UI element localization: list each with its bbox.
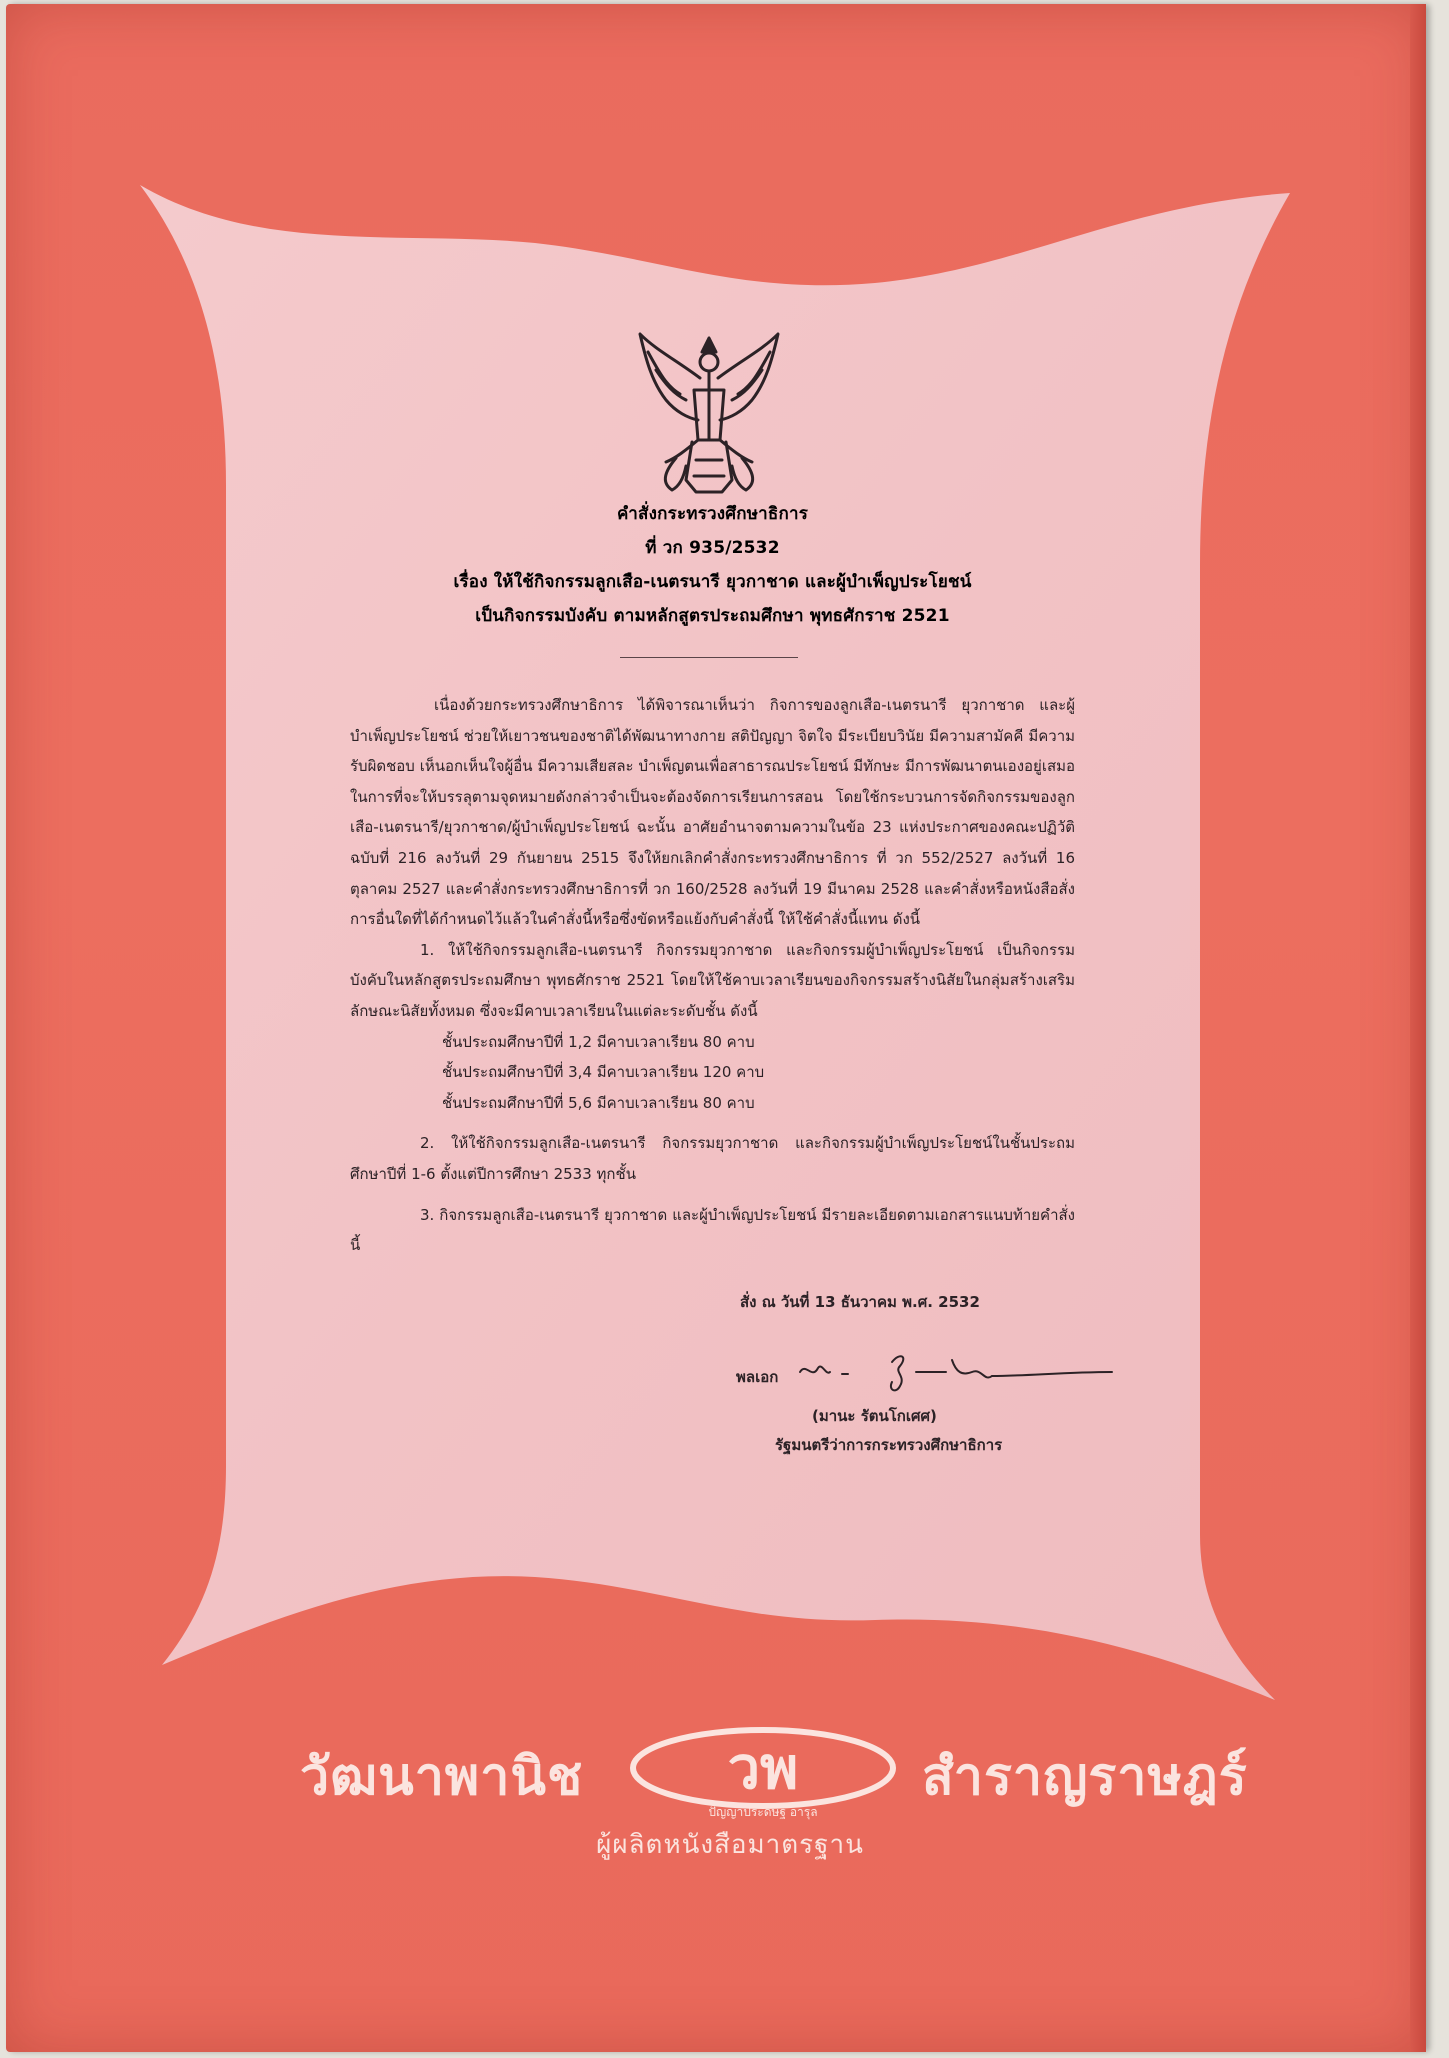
garuda-emblem	[636, 330, 782, 500]
level-row: ชั้นประถมศึกษาปีที่ 1,2 มีคาบเวลาเรียน 80 คาบ	[442, 1032, 755, 1051]
item-1-paragraph: 1. ให้ใช้กิจกรรมลูกเสือ-เนตรนารี กิจกรรมยุวกาชาด และกิจกรรมผู้บำเพ็ญประโยชน์ เป็นกิจกรรมบังคับในหลักสูตรประถมศึกษา พุทธศักราช 2521 โดยให้ใช้คาบเวลาเรียนของกิจกรรมสร้างนิสัยในกลุ่มสร้างเสริมลักษณะนิสัยทั้งหมด ซึ่งจะมีคาบเวลาเรียนในแต่ละระดับชั้น ดังนี้	[350, 940, 1075, 1020]
cover-edge	[1410, 4, 1426, 2052]
publisher-logo-letters: วพ	[727, 1734, 799, 1802]
publisher-subtitle: ผู้ผลิตหนังสือมาตรฐาน	[596, 1830, 864, 1860]
order-subject-line2: เป็นกิจกรรมบังคับ ตามหลักสูตรประถมศึกษา พุทธศักราช 2521	[475, 606, 950, 626]
publisher-logo-tagline: ปัญญาประดิษฐ์ อารุล	[708, 1805, 818, 1819]
signer-title: รัฐมนตรีว่าการกระทรวงศึกษาธิการ	[775, 1436, 1003, 1454]
title-divider	[620, 657, 798, 658]
publisher-block	[300, 1710, 1248, 1870]
order-subject-line1: เรื่อง ให้ใช้กิจกรรมลูกเสือ-เนตรนารี ยุวกาชาด และผู้บำเพ็ญประโยชน์	[453, 572, 972, 592]
signing-date: สั่ง ณ วันที่ 13 ธันวาคม พ.ศ. 2532	[740, 1293, 980, 1311]
publisher-name-right: สำราญราษฎร์	[922, 1746, 1248, 1807]
order-heading: คำสั่งกระทรวงศึกษาธิการ	[616, 504, 809, 524]
order-number: ที่ วก 935/2532	[645, 538, 780, 558]
signer-rank: พลเอก	[736, 1368, 779, 1386]
order-title-block	[350, 497, 1075, 633]
preamble-paragraph: เนื่องด้วยกระทรวงศึกษาธิการ ได้พิจารณาเห็นว่า กิจการของลูกเสือ-เนตรนารี ยุวกาชาด และผู้บำเพ็ญประโยชน์ ช่วยให้เยาวชนของชาติได้พัฒนาทางกาย สติปัญญา จิตใจ มีระเบียบวินัย มีความสามัคคี มีความรับผิดชอบ เห็นอกเห็นใจผู้อื่น มีความเสียสละ บำเพ็ญตนเพื่อสาธารณประโยชน์ มีทักษะ มีการพัฒนาตนเองอยู่เสมอ ในการที่จะให้บรรลุตามจุดหมายดังกล่าวจำเป็นจะต้องจัดการเรียนการสอน โดยใช้กระบวนการจัดกิจกรรมของลูกเสือ-เนตรนารี/ยุวกาชาด/ผู้บำเพ็ญประโยชน์ ฉะนั้น อาศัยอำนาจตามความในข้อ 23 แห่งประกาศของคณะปฏิวัติ ฉบับที่ 216 ลงวันที่ 29 กันยายน 2515 จึงให้ยกเลิกคำสั่งกระทรวงศึกษาธิการ ที่ วก 552/2527 ลงวันที่ 16 ตุลาคม 2527 และคำสั่งกระทรวงศึกษาธิการที่ วก 160/2528 ลงวันที่ 19 มีนาคม 2528 และคำสั่งหรือหนังสือสั่งการอื่นใดที่ได้กำหนดไว้แล้วในคำสั่งนี้หรือซึ่งขัดหรือแย้งกับคำสั่งนี้ ให้ใช้คำสั่งนี้แทน ดังนี้	[350, 696, 1075, 929]
handwritten-signature	[796, 1342, 1116, 1402]
level-row: ชั้นประถมศึกษาปีที่ 3,4 มีคาบเวลาเรียน 120 คาบ	[442, 1063, 765, 1082]
signer-name: (มานะ รัตนโกเศศ)	[812, 1407, 937, 1425]
level-row: ชั้นประถมศึกษาปีที่ 5,6 มีคาบเวลาเรียน 80 คาบ	[442, 1093, 755, 1112]
item-2-paragraph: 2. ให้ใช้กิจกรรมลูกเสือ-เนตรนารี กิจกรรมยุวกาชาด และกิจกรรมผู้บำเพ็ญประโยชน์ในชั้นประถมศึกษาปีที่ 1-6 ตั้งแต่ปีการศึกษา 2533 ทุกชั้น	[350, 1134, 1075, 1183]
order-body	[350, 690, 1075, 1261]
item-3-paragraph: 3. กิจกรรมลูกเสือ-เนตรนารี ยุวกาชาด และผู้บำเพ็ญประโยชน์ มีรายละเอียดตามเอกสารแนบท้ายคำสั่งนี้	[350, 1205, 1075, 1255]
publisher-logo	[628, 1726, 898, 1812]
publisher-name-left: วัฒนาพานิช	[300, 1746, 584, 1807]
